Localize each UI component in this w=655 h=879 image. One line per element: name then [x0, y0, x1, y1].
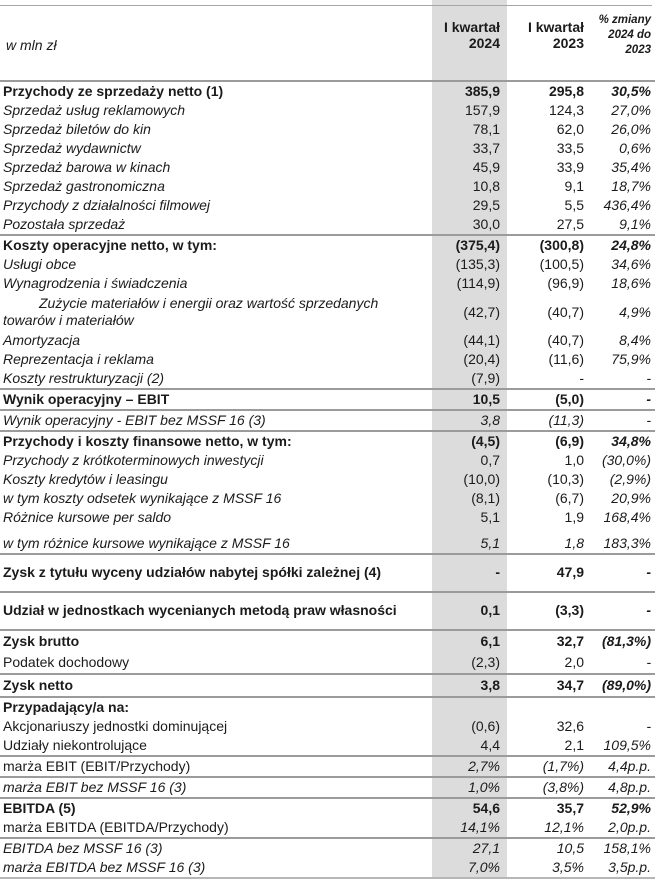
value-2023: 33,5: [556, 140, 584, 156]
table-row: [0, 652, 655, 674]
value-2024: (0,6): [432, 717, 507, 736]
value-2024: (375,4): [432, 235, 507, 255]
value-change: -: [590, 410, 655, 431]
value-change: -: [646, 370, 651, 386]
row-label: Reprezentacja i reklama: [3, 351, 154, 367]
value-change: [590, 697, 655, 717]
value-2024: (20,4): [432, 350, 507, 369]
value-2023: 1,9: [564, 509, 584, 525]
value-2024: 4,4: [432, 736, 507, 756]
row-label: EBITDA bez MSSF 16 (3): [0, 838, 432, 858]
value-2024: (135,3): [432, 255, 507, 274]
row-label: Koszty kredytów i leasingu: [3, 471, 168, 487]
value-2024: (10,0): [432, 470, 507, 489]
value-2023: 10,5: [507, 838, 590, 858]
value-2024: (42,7): [432, 293, 507, 331]
value-2023: (5,0): [507, 389, 590, 410]
value-2023: (40,7): [547, 332, 584, 348]
row-label: Koszty restrukturyzacji (2): [3, 370, 165, 386]
table-row: [0, 139, 655, 158]
table-row: [0, 255, 655, 274]
row-label: Udział w jednostkach wycenianych metodą praw własności: [0, 592, 432, 630]
value-change: 24,8%: [590, 235, 655, 255]
value-change: 18,6%: [611, 275, 651, 291]
value-2023: (3,3): [507, 592, 590, 630]
row-label: Udziały niekontrolujące: [3, 737, 147, 753]
table-row: [0, 508, 655, 527]
value-change: 109,5%: [603, 737, 651, 753]
value-2023: (96,9): [547, 275, 584, 291]
value-2024: (7,9): [432, 369, 507, 389]
row-label: Zysk brutto: [0, 630, 432, 652]
value-change: 0,6%: [619, 140, 651, 156]
value-2023: -: [579, 370, 584, 386]
table-body: [0, 81, 655, 878]
value-2024: -: [432, 554, 507, 592]
row-label: Sprzedaż usług reklamowych: [3, 102, 186, 118]
value-2023: 9,1: [564, 178, 584, 194]
value-2024: 385,9: [432, 81, 507, 101]
value-2023: (11,6): [548, 351, 584, 367]
value-2023: 62,0: [556, 121, 584, 137]
value-2023: 34,7: [507, 674, 590, 697]
value-2023: 3,5%: [507, 858, 590, 878]
value-change: 35,4%: [611, 159, 651, 175]
value-change: 3,5p.p.: [590, 858, 655, 878]
value-2023: (10,3): [547, 471, 584, 487]
column-header-change: % zmiany 2024 do 2023: [590, 0, 655, 81]
table-row: [0, 798, 655, 818]
table-row: [0, 196, 655, 215]
table-row: [0, 81, 655, 101]
value-2023: (11,3): [507, 410, 590, 431]
row-label: w tym koszty odsetek wynikające z MSSF 16: [3, 490, 282, 506]
table-row: [0, 215, 655, 235]
row-label: Pozostała sprzedaż: [3, 216, 126, 232]
row-label: marża EBIT bez MSSF 16 (3): [0, 777, 432, 798]
value-2023: 5,5: [564, 197, 584, 213]
table-row: [0, 293, 655, 331]
value-2023: 2,1: [564, 737, 584, 753]
value-2023: [507, 697, 590, 717]
value-2023: 33,9: [556, 159, 584, 175]
value-2023: 124,3: [548, 102, 584, 118]
value-change: -: [590, 554, 655, 592]
table-row: [0, 630, 655, 652]
row-label: Wynik operacyjny – EBIT: [0, 389, 432, 410]
value-change: 27,0%: [611, 102, 651, 118]
table-row: [0, 369, 655, 389]
table-row: [0, 350, 655, 369]
row-label: marża EBIT (EBIT/Przychody): [0, 756, 432, 777]
value-2024: (4,5): [432, 431, 507, 451]
table-row: [0, 470, 655, 489]
value-2024: 5,1: [432, 508, 507, 527]
value-2024: 0,7: [432, 451, 507, 470]
value-2024: 0,1: [432, 592, 507, 630]
value-change: 18,7%: [611, 178, 651, 194]
value-2024: 10,8: [432, 177, 507, 196]
table-row: [0, 489, 655, 508]
value-2024: 45,9: [432, 158, 507, 177]
table-row: [0, 331, 655, 350]
value-change: 26,0%: [611, 121, 651, 137]
table-row: [0, 101, 655, 120]
value-2024: (2,3): [432, 652, 507, 674]
table-row: [0, 697, 655, 717]
table-row: [0, 838, 655, 858]
value-change: 168,4%: [603, 509, 651, 525]
value-change: 9,1%: [619, 216, 651, 232]
row-label: marża EBITDA (EBITDA/Przychody): [3, 819, 229, 835]
table-row: [0, 674, 655, 697]
value-change: 4,9%: [619, 303, 651, 320]
value-2024: 14,1%: [432, 818, 507, 838]
value-change: -: [646, 718, 651, 734]
table-row: [0, 592, 655, 630]
value-2024: 7,0%: [432, 858, 507, 878]
value-2023: 1,0: [564, 452, 584, 468]
row-label: Zysk z tytułu wyceny udziałów nabytej spółki zależnej (4): [0, 554, 432, 592]
value-2024: 54,6: [432, 798, 507, 818]
value-change: 4,8p.p.: [590, 777, 655, 798]
row-label: Przypadający/a na:: [0, 697, 432, 717]
value-change: 436,4%: [603, 197, 651, 213]
value-2023: (300,8): [507, 235, 590, 255]
value-2024: 78,1: [432, 120, 507, 139]
value-2024: 33,7: [432, 139, 507, 158]
table-row: [0, 527, 655, 554]
table-row: [0, 717, 655, 736]
table-row: [0, 177, 655, 196]
table-row: [0, 274, 655, 293]
value-2024: 27,1: [432, 838, 507, 858]
row-label: Wynik operacyjny - EBIT bez MSSF 16 (3): [0, 410, 432, 431]
column-header-2023: I kwartał 2023: [507, 0, 590, 81]
value-change: -: [590, 592, 655, 630]
table-row: [0, 777, 655, 798]
value-change: -: [590, 389, 655, 410]
value-2023: 27,5: [556, 216, 584, 232]
value-change: (81,3%): [590, 630, 655, 652]
row-label: marża EBITDA bez MSSF 16 (3): [0, 858, 432, 878]
table-row: [0, 736, 655, 756]
value-2024: 3,8: [432, 410, 507, 431]
row-label: Sprzedaż wydawnictw: [3, 140, 141, 156]
table-row: [0, 389, 655, 410]
value-2023: (6,9): [507, 431, 590, 451]
table-row: [0, 120, 655, 139]
row-label: Sprzedaż biletów do kin: [3, 121, 151, 137]
row-label: w tym różnice kursowe wynikające z MSSF 16: [3, 535, 290, 551]
value-2024: 1,0%: [432, 777, 507, 798]
table-row: [0, 431, 655, 451]
row-label: Sprzedaż gastronomiczna: [3, 178, 165, 194]
value-2023: (100,5): [539, 256, 584, 272]
row-label: Koszty operacyjne netto, w tym:: [0, 235, 432, 255]
table-header-row: [0, 0, 655, 81]
table-row: [0, 554, 655, 592]
unit-label: w mln zł: [0, 0, 432, 81]
value-2024: 5,1: [432, 527, 507, 554]
value-change: (30,0%): [601, 452, 651, 468]
row-label: Przychody ze sprzedaży netto (1): [3, 83, 224, 99]
value-2024: 10,5: [432, 389, 507, 410]
row-label: Podatek dochodowy: [3, 654, 130, 670]
value-2024: [432, 697, 507, 717]
table-row: [0, 756, 655, 777]
value-change: 34,8%: [590, 431, 655, 451]
value-2023: 32,7: [507, 630, 590, 652]
table-top-border: [0, 5, 652, 6]
table-row: [0, 858, 655, 878]
value-change: 158,1%: [590, 838, 655, 858]
value-2024: 6,1: [432, 630, 507, 652]
row-label: Przychody z krótkoterminowych inwestycji: [3, 452, 264, 468]
row-label: Akcjonariuszy jednostki dominującej: [3, 718, 228, 734]
value-change: 183,3%: [603, 535, 651, 551]
value-change: 4,4p.p.: [590, 756, 655, 777]
value-2023: 32,6: [556, 718, 584, 734]
value-2024: 2,7%: [432, 756, 507, 777]
row-label: Wynagrodzenia i świadczenia: [3, 275, 188, 291]
value-change: 52,9%: [590, 798, 655, 818]
table-row: [0, 451, 655, 470]
value-2023: 47,9: [507, 554, 590, 592]
value-2024: 157,9: [432, 101, 507, 120]
value-change: 30,5%: [611, 83, 651, 99]
row-label: Usługi obce: [3, 256, 77, 272]
value-2023: (6,7): [555, 490, 584, 506]
value-2024: 30,0: [432, 215, 507, 235]
value-2024: (114,9): [432, 274, 507, 293]
value-2023: 2,0: [564, 654, 584, 670]
row-label: Amortyzacja: [3, 332, 81, 348]
row-label: Sprzedaż barowa w kinach: [3, 159, 171, 175]
value-change: 2,0p.p.: [608, 819, 651, 835]
value-change: 20,9%: [611, 490, 651, 506]
value-2023: 295,8: [548, 83, 584, 99]
table-row: [0, 158, 655, 177]
value-change: 34,6%: [611, 256, 651, 272]
value-2023: (3,8%): [507, 777, 590, 798]
table-row: [0, 235, 655, 255]
row-label: EBITDA (5): [0, 798, 432, 818]
table-row: [0, 410, 655, 431]
value-2023: 12,1%: [544, 819, 584, 835]
value-2023: 1,8: [564, 535, 584, 551]
value-2023: (1,7%): [507, 756, 590, 777]
value-2024: (44,1): [432, 331, 507, 350]
value-2024: 3,8: [432, 674, 507, 697]
value-2024: 29,5: [432, 196, 507, 215]
value-change: (2,9%): [609, 471, 651, 487]
row-label: Zużycie materiałów i energii oraz wartość sprzedanych towarów i materiałów: [3, 295, 379, 328]
row-label: Przychody i koszty finansowe netto, w tym:: [0, 431, 432, 451]
value-change: (89,0%): [590, 674, 655, 697]
value-2024: (8,1): [432, 489, 507, 508]
row-label: Zysk netto: [0, 674, 432, 697]
value-2023: 35,7: [507, 798, 590, 818]
value-change: 8,4%: [619, 332, 651, 348]
value-change: 75,9%: [611, 351, 651, 367]
table-row: [0, 818, 655, 838]
value-2023: (40,7): [547, 303, 584, 320]
value-change: -: [646, 654, 651, 670]
row-label: Różnice kursowe per saldo: [3, 509, 172, 525]
column-header-2024: I kwartał 2024: [432, 0, 507, 81]
row-label: Przychody z działalności filmowej: [3, 197, 210, 213]
